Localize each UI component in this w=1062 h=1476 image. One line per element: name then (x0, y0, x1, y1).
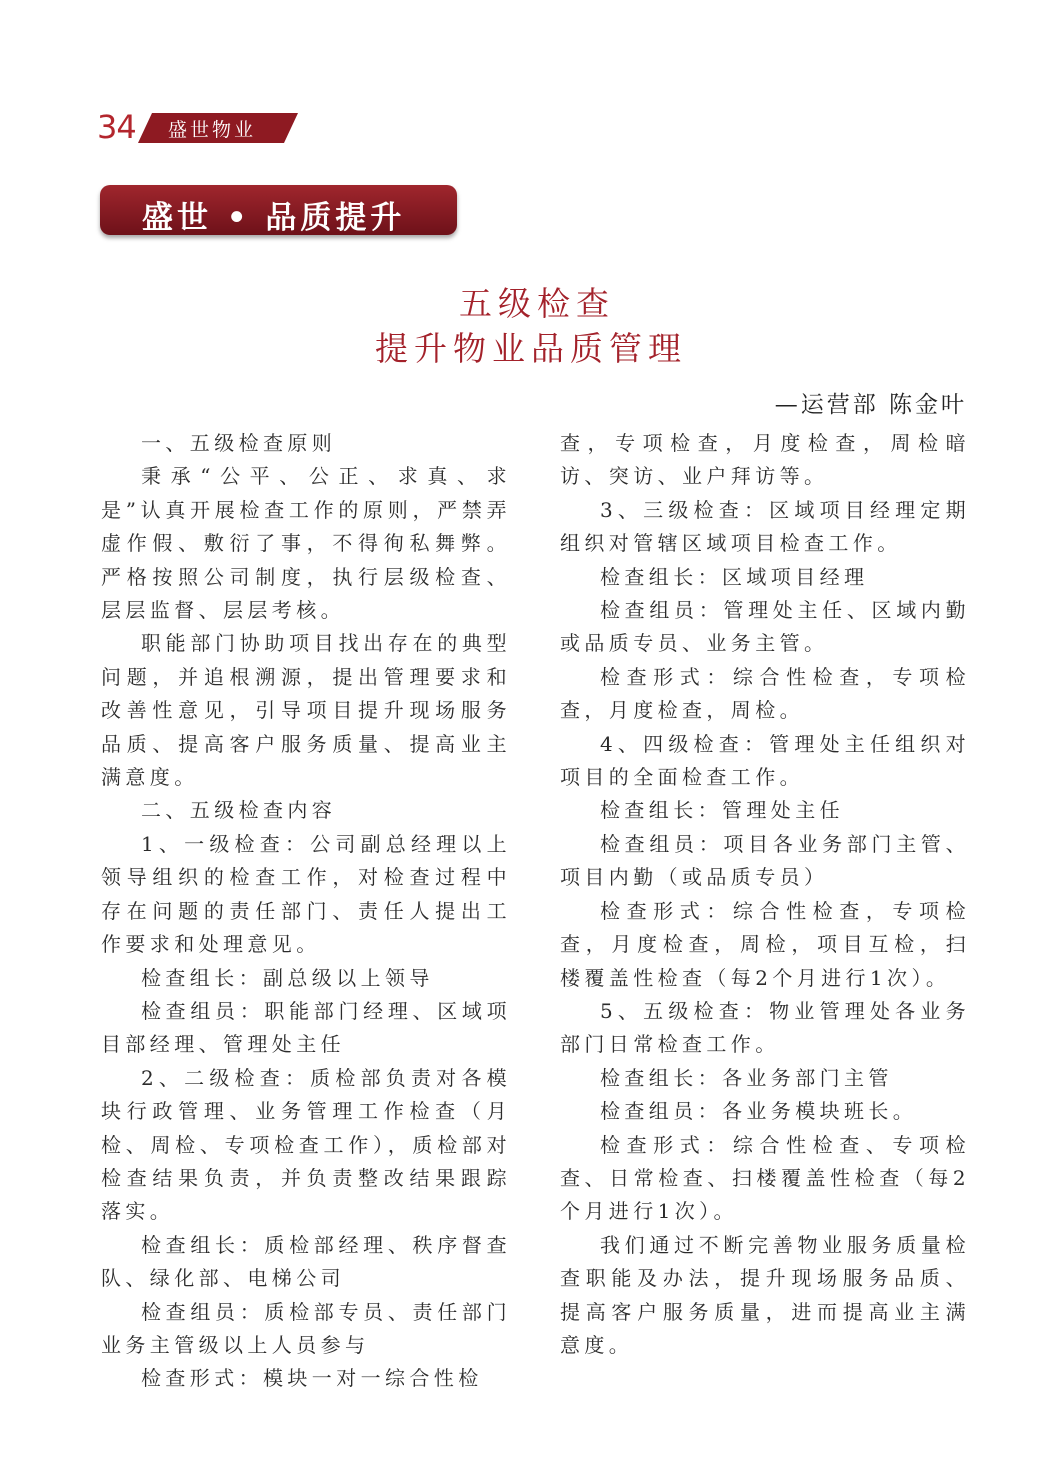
paragraph-continuation: 查，专项检查，月度检查，周检暗访、突访、业户拜访等。 (560, 431, 970, 489)
paragraph: 4、四级检查：管理处主任组织对项目的全面检查工作。 (560, 731, 970, 790)
paragraph: 秉承“公平、公正、求真、求是”认真开展检查工作的原则，严禁弄虚作假、敷衍了事，不得徇私舞弊。严格按照公司制度，执行层级检查、层层监督、层层考核。 (101, 464, 511, 623)
paragraph: 检查组长：质检部经理、秩序督查队、绿化部、电梯公司 (101, 1232, 511, 1291)
page-number: 34 (97, 108, 136, 146)
paragraph: 检查组长：区域项目经理 (600, 564, 869, 589)
paragraph: 检查组员：项目各业务部门主管、项目内勤（或品质专员） (560, 831, 970, 890)
paragraph: 检查形式：综合性检查，专项检查，月度检查，周检。 (560, 664, 970, 723)
paragraph: 检查组长：管理处主任 (600, 798, 844, 823)
paragraph: 一、五级检查原则 (141, 431, 337, 455)
paragraph: 1、一级检查：公司副总经理以上领导组织的检查工作，对检查过程中存在问题的责任部门、责任人提出工作要求和处理意见。 (101, 831, 511, 957)
paragraph: 检查组长：副总级以上领导 (141, 965, 434, 990)
article-title-line1: 五级检查 (459, 284, 615, 323)
paragraph: 二、五级检查内容 (141, 798, 337, 823)
article-title-line2: 提升物业品质管理 (375, 329, 687, 368)
section-banner (100, 185, 457, 235)
paragraph: 3、三级检查：区域项目经理定期组织对管辖区域项目检查工作。 (560, 497, 970, 556)
paragraph: 我们通过不断完善物业服务质量检查职能及办法，提升现场服务品质、提高客户服务质量，进而提高业主满意度。 (560, 1232, 970, 1357)
right-column (560, 427, 970, 1362)
paragraph: 职能部门协助项目找出存在的典型问题，并追根溯源，提出管理要求和改善性意见，引导项目提升现场服务品质、提高客户服务质量、提高业主满意度。 (101, 631, 511, 790)
paragraph: 检查组员：管理处主任、区域内勤或品质专员、业务主管。 (560, 598, 970, 656)
paragraph: 检查组员：质检部专员、责任部门业务主管级以上人员参与 (101, 1299, 511, 1357)
paragraph: 检查形式：综合性检查，专项检查，月度检查，周检，项目互检，扫楼覆盖性检查（每2个月进行1次）。 (560, 898, 970, 990)
left-column (101, 427, 511, 1396)
section-title: 盛世 • 品质提升 (142, 200, 406, 236)
article-byline: —运营部 陈金叶 (774, 392, 967, 418)
magazine-name: 盛世物业 (168, 119, 257, 141)
magazine-name-tab (138, 113, 298, 143)
paragraph: 2、二级检查：质检部负责对各模块行政管理、业务管理工作检查（月检、周检、专项检查工作），质检部对检查结果负责，并负责整改结果跟踪落实。 (101, 1065, 511, 1224)
paragraph: 检查形式：模块一对一综合性检 (141, 1366, 483, 1391)
paragraph: 5、五级检查：物业管理处各业务部门日常检查工作。 (560, 998, 970, 1057)
paragraph: 检查组员：职能部门经理、区域项目部经理、管理处主任 (101, 998, 511, 1057)
paragraph: 检查组员：各业务模块班长。 (600, 1099, 918, 1124)
paragraph: 检查形式：综合性检查、专项检查、日常检查、扫楼覆盖性检查（每2个月进行1次）。 (560, 1132, 970, 1224)
paragraph: 检查组长：各业务部门主管 (600, 1065, 893, 1090)
